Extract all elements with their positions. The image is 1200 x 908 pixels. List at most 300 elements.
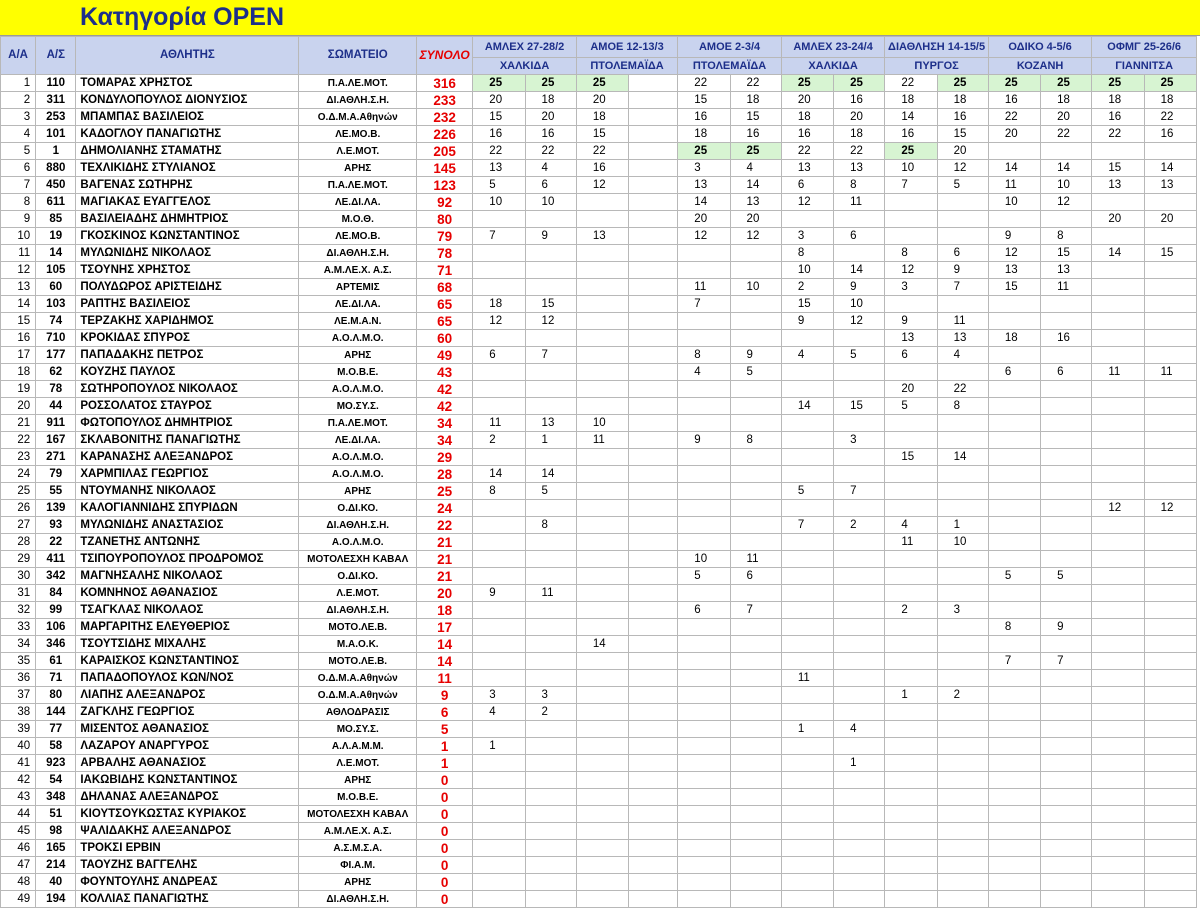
points-cell <box>834 874 885 891</box>
total-points-cell: 123 <box>417 177 473 194</box>
table-row <box>1 687 1197 704</box>
athlete-name-cell: ΤΣΟΥΝΗΣ ΧΡΗΣΤΟΣ <box>76 262 299 279</box>
points-cell: 14 <box>834 262 885 279</box>
points-cell <box>473 517 525 534</box>
points-cell: 14 <box>525 466 576 483</box>
points-cell <box>988 857 1040 874</box>
points-cell <box>1092 143 1144 160</box>
points-cell <box>629 449 678 466</box>
points-cell: 13 <box>1041 262 1092 279</box>
table-row <box>1 381 1197 398</box>
points-cell <box>885 619 937 636</box>
points-cell <box>937 194 988 211</box>
row-number-cell: 6 <box>1 160 36 177</box>
points-cell: 9 <box>678 432 730 449</box>
table-row <box>1 415 1197 432</box>
points-cell: 6 <box>834 228 885 245</box>
points-cell <box>629 279 678 296</box>
total-points-cell: 145 <box>417 160 473 177</box>
points-cell: 25 <box>1144 75 1196 92</box>
row-number-cell: 21 <box>1 415 36 432</box>
points-cell <box>473 398 525 415</box>
points-cell: 22 <box>1041 126 1092 143</box>
points-cell: 6 <box>730 568 781 585</box>
club-cell: ΛΕ.ΔΙ.ΛΑ. <box>299 432 417 449</box>
points-cell: 9 <box>730 347 781 364</box>
points-cell <box>937 466 988 483</box>
club-cell: ΛΕ.Μ.Α.Ν. <box>299 313 417 330</box>
row-number-cell: 13 <box>1 279 36 296</box>
points-cell <box>1092 789 1144 806</box>
points-cell <box>988 466 1040 483</box>
points-cell <box>781 534 833 551</box>
points-cell <box>937 568 988 585</box>
points-cell <box>937 296 988 313</box>
points-cell: 18 <box>781 109 833 126</box>
athlete-name-cell: ΨΑΛΙΔΑΚΗΣ ΑΛΕΞΑΝΔΡΟΣ <box>76 823 299 840</box>
athlete-name-cell: ΚΟΛΛΙΑΣ ΠΑΝΑΓΙΩΤΗΣ <box>76 891 299 908</box>
points-cell: 2 <box>834 517 885 534</box>
club-cell: Π.Α.ΛΕ.ΜΟΤ. <box>299 177 417 194</box>
points-cell <box>678 585 730 602</box>
points-cell: 7 <box>473 228 525 245</box>
points-cell <box>576 534 628 551</box>
points-cell: 12 <box>834 313 885 330</box>
points-cell <box>834 330 885 347</box>
points-cell <box>730 670 781 687</box>
points-cell <box>937 500 988 517</box>
total-points-cell: 6 <box>417 704 473 721</box>
race-number-cell: 51 <box>36 806 76 823</box>
points-cell <box>1092 483 1144 500</box>
row-number-cell: 1 <box>1 75 36 92</box>
points-cell <box>781 704 833 721</box>
points-cell <box>834 653 885 670</box>
points-cell <box>988 704 1040 721</box>
race-number-cell: 450 <box>36 177 76 194</box>
points-cell <box>1144 619 1196 636</box>
points-cell <box>629 517 678 534</box>
points-cell <box>834 500 885 517</box>
points-cell: 3 <box>781 228 833 245</box>
points-cell <box>937 551 988 568</box>
points-cell <box>678 857 730 874</box>
row-number-cell: 35 <box>1 653 36 670</box>
points-cell: 13 <box>834 160 885 177</box>
points-cell <box>473 364 525 381</box>
total-points-cell: 1 <box>417 738 473 755</box>
club-cell: Μ.Ο.Β.Ε. <box>299 364 417 381</box>
points-cell <box>525 772 576 789</box>
athlete-name-cell: ΣΚΛΑΒΟΝΙΤΗΣ ΠΑΝΑΓΙΩΤΗΣ <box>76 432 299 449</box>
points-cell: 4 <box>885 517 937 534</box>
points-cell <box>885 738 937 755</box>
club-cell: Α.Σ.Μ.Σ.Α. <box>299 840 417 857</box>
points-cell: 2 <box>473 432 525 449</box>
points-cell <box>885 466 937 483</box>
points-cell <box>1041 687 1092 704</box>
points-cell: 8 <box>1041 228 1092 245</box>
points-cell <box>678 262 730 279</box>
points-cell: 22 <box>834 143 885 160</box>
points-cell <box>576 517 628 534</box>
points-cell: 15 <box>576 126 628 143</box>
points-cell <box>473 891 525 908</box>
points-cell <box>781 568 833 585</box>
points-cell <box>781 449 833 466</box>
table-row <box>1 823 1197 840</box>
points-cell: 25 <box>885 143 937 160</box>
total-points-cell: 1 <box>417 755 473 772</box>
points-cell <box>730 857 781 874</box>
row-number-cell: 16 <box>1 330 36 347</box>
points-cell: 16 <box>1041 330 1092 347</box>
points-cell <box>525 789 576 806</box>
points-cell: 25 <box>937 75 988 92</box>
points-cell: 9 <box>885 313 937 330</box>
club-cell: ΑΘΛΟΔΡΑΣΙΣ <box>299 704 417 721</box>
total-points-cell: 0 <box>417 840 473 857</box>
race-number-cell: 80 <box>36 687 76 704</box>
total-points-cell: 92 <box>417 194 473 211</box>
points-cell: 11 <box>730 551 781 568</box>
points-cell <box>629 466 678 483</box>
points-cell: 5 <box>988 568 1040 585</box>
points-cell: 13 <box>937 330 988 347</box>
points-cell <box>629 738 678 755</box>
points-cell <box>1092 415 1144 432</box>
points-cell <box>1041 755 1092 772</box>
points-cell <box>576 568 628 585</box>
points-cell <box>1041 704 1092 721</box>
points-cell <box>1092 313 1144 330</box>
header-competition: ΔΙΑΘΛΗΣΗ 14-15/5 <box>885 37 989 58</box>
points-cell <box>629 806 678 823</box>
table-row <box>1 347 1197 364</box>
total-points-cell: 68 <box>417 279 473 296</box>
points-cell <box>1144 636 1196 653</box>
points-cell <box>988 687 1040 704</box>
total-points-cell: 14 <box>417 653 473 670</box>
points-cell <box>576 313 628 330</box>
points-cell: 16 <box>834 92 885 109</box>
points-cell <box>988 840 1040 857</box>
table-row <box>1 330 1197 347</box>
total-points-cell: 60 <box>417 330 473 347</box>
points-cell <box>730 500 781 517</box>
total-points-cell: 34 <box>417 432 473 449</box>
row-number-cell: 5 <box>1 143 36 160</box>
athlete-name-cell: ΣΩΤΗΡΟΠΟΥΛΟΣ ΝΙΚΟΛΑΟΣ <box>76 381 299 398</box>
row-number-cell: 10 <box>1 228 36 245</box>
points-cell <box>473 551 525 568</box>
points-cell <box>781 415 833 432</box>
athlete-name-cell: ΤΖΑΝΕΤΗΣ ΑΝΤΩΝΗΣ <box>76 534 299 551</box>
race-number-cell: 139 <box>36 500 76 517</box>
points-cell <box>473 840 525 857</box>
points-cell <box>678 330 730 347</box>
points-cell: 3 <box>834 432 885 449</box>
points-cell: 7 <box>1041 653 1092 670</box>
points-cell: 16 <box>781 126 833 143</box>
points-cell <box>525 857 576 874</box>
header-competition: ΟΦΜΓ 25-26/6 <box>1092 37 1197 58</box>
points-cell: 12 <box>1144 500 1196 517</box>
table-row <box>1 857 1197 874</box>
points-cell <box>473 721 525 738</box>
points-cell: 12 <box>885 262 937 279</box>
table-row <box>1 177 1197 194</box>
row-number-cell: 28 <box>1 534 36 551</box>
points-cell <box>885 296 937 313</box>
points-cell: 20 <box>576 92 628 109</box>
race-number-cell: 710 <box>36 330 76 347</box>
points-cell <box>1041 483 1092 500</box>
athlete-name-cell: ΡΟΣΣΟΛΑΤΟΣ ΣΤΑΥΡΟΣ <box>76 398 299 415</box>
points-cell <box>1041 551 1092 568</box>
table-row <box>1 75 1197 92</box>
row-number-cell: 30 <box>1 568 36 585</box>
points-cell <box>730 755 781 772</box>
points-cell <box>629 347 678 364</box>
points-cell: 25 <box>1092 75 1144 92</box>
points-cell: 15 <box>730 109 781 126</box>
points-cell: 25 <box>781 75 833 92</box>
race-number-cell: 22 <box>36 534 76 551</box>
points-cell <box>834 381 885 398</box>
points-cell <box>730 330 781 347</box>
race-number-cell: 58 <box>36 738 76 755</box>
total-points-cell: 316 <box>417 75 473 92</box>
total-points-cell: 24 <box>417 500 473 517</box>
points-cell <box>1092 636 1144 653</box>
points-cell: 15 <box>834 398 885 415</box>
points-cell <box>678 500 730 517</box>
points-cell <box>1092 279 1144 296</box>
table-row <box>1 245 1197 262</box>
race-number-cell: 348 <box>36 789 76 806</box>
points-cell <box>937 636 988 653</box>
points-cell <box>988 721 1040 738</box>
points-cell <box>1092 347 1144 364</box>
row-number-cell: 40 <box>1 738 36 755</box>
points-cell <box>576 466 628 483</box>
points-cell <box>629 313 678 330</box>
table-row <box>1 466 1197 483</box>
points-cell <box>1144 279 1196 296</box>
points-cell <box>730 636 781 653</box>
points-cell <box>1144 670 1196 687</box>
athlete-name-cell: ΜΑΡΓΑΡΙΤΗΣ ΕΛΕΥΘΕΡΙΟΣ <box>76 619 299 636</box>
points-cell <box>937 619 988 636</box>
points-cell: 7 <box>885 177 937 194</box>
points-cell: 11 <box>781 670 833 687</box>
page-title: Κατηγορία OPEN <box>80 3 285 31</box>
points-cell <box>1041 534 1092 551</box>
points-cell <box>1041 857 1092 874</box>
points-cell <box>525 619 576 636</box>
points-cell <box>1092 449 1144 466</box>
club-cell: Ο.Δ.Μ.Α.Αθηνών <box>299 687 417 704</box>
points-cell: 7 <box>937 279 988 296</box>
points-cell <box>730 517 781 534</box>
points-cell <box>781 551 833 568</box>
points-cell <box>834 466 885 483</box>
total-points-cell: 0 <box>417 772 473 789</box>
points-cell: 25 <box>678 143 730 160</box>
points-cell <box>525 568 576 585</box>
club-cell: Ο.Δ.Μ.Α.Αθηνών <box>299 670 417 687</box>
points-cell: 5 <box>730 364 781 381</box>
total-points-cell: 0 <box>417 823 473 840</box>
points-cell: 11 <box>937 313 988 330</box>
athlete-name-cell: ΜΠΑΜΠΑΣ ΒΑΣΙΛΕΙΟΣ <box>76 109 299 126</box>
points-cell <box>730 653 781 670</box>
row-number-cell: 36 <box>1 670 36 687</box>
points-cell: 15 <box>988 279 1040 296</box>
club-cell: ΑΡΗΣ <box>299 483 417 500</box>
row-number-cell: 25 <box>1 483 36 500</box>
points-cell <box>834 772 885 789</box>
points-cell <box>678 398 730 415</box>
table-row <box>1 143 1197 160</box>
club-cell: ΜΟ.ΣΥ.Σ. <box>299 721 417 738</box>
race-number-cell: 105 <box>36 262 76 279</box>
table-row <box>1 517 1197 534</box>
club-cell: ΛΕ.ΔΙ.ΛΑ. <box>299 194 417 211</box>
athlete-name-cell: ΔΗΛΑΝΑΣ ΑΛΕΞΑΝΔΡΟΣ <box>76 789 299 806</box>
points-cell <box>1041 789 1092 806</box>
row-number-cell: 47 <box>1 857 36 874</box>
points-cell <box>988 347 1040 364</box>
points-cell <box>629 211 678 228</box>
points-cell <box>781 500 833 517</box>
row-number-cell: 41 <box>1 755 36 772</box>
points-cell <box>576 857 628 874</box>
points-cell: 18 <box>1092 92 1144 109</box>
points-cell: 18 <box>678 126 730 143</box>
table-row <box>1 619 1197 636</box>
points-cell <box>937 857 988 874</box>
points-cell <box>1144 143 1196 160</box>
row-number-cell: 49 <box>1 891 36 908</box>
points-cell <box>1092 534 1144 551</box>
points-cell <box>473 857 525 874</box>
points-cell <box>473 874 525 891</box>
points-cell <box>525 670 576 687</box>
points-cell: 12 <box>525 313 576 330</box>
points-cell: 25 <box>576 75 628 92</box>
header-location: ΠΤΟΛΕΜΑΪΔΑ <box>678 58 782 75</box>
points-cell <box>1041 891 1092 908</box>
points-cell <box>576 789 628 806</box>
points-cell <box>937 585 988 602</box>
points-cell <box>1041 347 1092 364</box>
total-points-cell: 205 <box>417 143 473 160</box>
points-cell <box>629 823 678 840</box>
points-cell <box>629 653 678 670</box>
club-cell: ΔΙ.ΑΘΛΗ.Σ.Η. <box>299 92 417 109</box>
points-cell <box>525 874 576 891</box>
race-number-cell: 144 <box>36 704 76 721</box>
points-cell <box>678 415 730 432</box>
points-cell <box>1144 466 1196 483</box>
standings-body <box>1 75 1197 908</box>
points-cell: 20 <box>781 92 833 109</box>
points-cell: 11 <box>834 194 885 211</box>
table-row <box>1 500 1197 517</box>
table-row <box>1 211 1197 228</box>
points-cell <box>781 653 833 670</box>
points-cell: 18 <box>525 92 576 109</box>
row-number-cell: 46 <box>1 840 36 857</box>
points-cell <box>1041 432 1092 449</box>
row-number-cell: 22 <box>1 432 36 449</box>
points-cell <box>730 619 781 636</box>
points-cell <box>834 840 885 857</box>
points-cell <box>937 415 988 432</box>
points-cell <box>1092 296 1144 313</box>
points-cell: 9 <box>937 262 988 279</box>
points-cell <box>1092 857 1144 874</box>
athlete-name-cell: ΡΑΠΤΗΣ ΒΑΣΙΛΕΙΟΣ <box>76 296 299 313</box>
points-cell <box>834 585 885 602</box>
points-cell <box>1041 398 1092 415</box>
table-row <box>1 806 1197 823</box>
points-cell <box>885 874 937 891</box>
points-cell <box>988 585 1040 602</box>
points-cell <box>678 619 730 636</box>
race-number-cell: 77 <box>36 721 76 738</box>
points-cell: 3 <box>937 602 988 619</box>
table-row <box>1 721 1197 738</box>
club-cell: ΑΡΗΣ <box>299 160 417 177</box>
row-number-cell: 18 <box>1 364 36 381</box>
athlete-name-cell: ΙΑΚΩΒΙΔΗΣ ΚΩΝΣΤΑΝΤΙΝΟΣ <box>76 772 299 789</box>
points-cell: 11 <box>1144 364 1196 381</box>
points-cell: 18 <box>730 92 781 109</box>
table-row <box>1 602 1197 619</box>
header-club: ΣΩΜΑΤΕΙΟ <box>299 37 417 75</box>
points-cell <box>988 381 1040 398</box>
points-cell <box>1144 874 1196 891</box>
total-points-cell: 0 <box>417 857 473 874</box>
points-cell <box>781 789 833 806</box>
points-cell <box>781 636 833 653</box>
points-cell: 10 <box>730 279 781 296</box>
table-row <box>1 126 1197 143</box>
points-cell: 25 <box>988 75 1040 92</box>
points-cell <box>1041 449 1092 466</box>
points-cell: 16 <box>576 160 628 177</box>
points-cell <box>730 585 781 602</box>
points-cell: 8 <box>937 398 988 415</box>
race-number-cell: 253 <box>36 109 76 126</box>
points-cell <box>1092 823 1144 840</box>
club-cell: ΦΙ.Α.Μ. <box>299 857 417 874</box>
row-number-cell: 23 <box>1 449 36 466</box>
points-cell: 4 <box>473 704 525 721</box>
row-number-cell: 32 <box>1 602 36 619</box>
points-cell <box>730 262 781 279</box>
athlete-name-cell: ΤΑΟΥΖΗΣ ΒΑΓΓΕΛΗΣ <box>76 857 299 874</box>
row-number-cell: 26 <box>1 500 36 517</box>
points-cell: 13 <box>678 177 730 194</box>
athlete-name-cell: ΖΑΓΚΛΗΣ ΓΕΩΡΓΙΟΣ <box>76 704 299 721</box>
race-number-cell: 85 <box>36 211 76 228</box>
table-row <box>1 398 1197 415</box>
points-cell: 14 <box>885 109 937 126</box>
